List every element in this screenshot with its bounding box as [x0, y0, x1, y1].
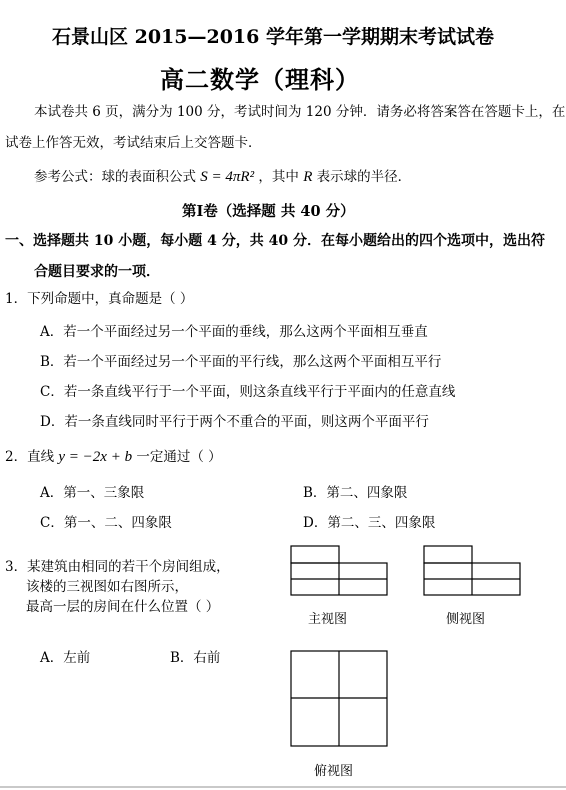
q1-option-c: C．若一条直线平行于一个平面，则这条直线平行于平面内的任意直线 — [40, 384, 456, 400]
q3-line-3: 最高一层的房间在什么位置（ ） — [26, 599, 220, 615]
formula-prefix: 参考公式：球的表面积公式 — [34, 169, 196, 185]
q1-option-a: A．若一个平面经过另一个平面的垂线，那么这两个平面相互垂直 — [40, 324, 428, 340]
q3-line-1: 3．某建筑由相同的若干个房间组成， — [5, 559, 230, 575]
q3-line-2: 该楼的三视图如右图所示， — [26, 579, 188, 595]
exam-title: 石景山区 2015—2016 学年第一学期期末考试试卷 — [52, 26, 494, 48]
q1-option-b: B．若一个平面经过另一个平面的平行线，那么这两个平面相互平行 — [40, 354, 442, 370]
part-title: 第Ⅰ卷（选择题 共 40 分） — [182, 203, 355, 220]
formula-variable: R — [303, 169, 313, 185]
sphere-area-formula: S = 4πR² — [200, 169, 255, 185]
q2-stem-suffix: 一定通过（ ） — [136, 449, 222, 465]
exam-subtitle: 高二数学（理科） — [160, 65, 360, 94]
q2-option-b: B．第二、四象限 — [303, 485, 408, 501]
q1-stem: 1．下列命题中，真命题是（ ） — [5, 291, 194, 307]
intro-line-2: 试卷上作答无效，考试结束后上交答题卡． — [5, 135, 262, 151]
formula-suffix-2: 表示球的半径． — [316, 169, 412, 185]
section-instruction-line-2: 合题目要求的一项． — [34, 264, 160, 280]
top-view-diagram — [290, 650, 390, 748]
top-view-label: 俯视图 — [314, 764, 354, 779]
q2-stem-prefix: 2．直线 — [5, 449, 55, 465]
section-instruction-line-1: 一、选择题共 10 小题，每小题 4 分，共 40 分．在每小题给出的四个选项中，选出符 — [5, 233, 545, 249]
q1-option-d: D．若一条直线同时平行于两个不重合的平面，则这两个平面平行 — [40, 414, 429, 430]
q2-option-d: D．第二、三、四象限 — [303, 515, 436, 531]
q2-equation: y = −2x + b — [58, 449, 133, 465]
q2-option-a: A．第一、三象限 — [40, 485, 145, 501]
front-view-diagram — [290, 545, 390, 597]
intro-line-1: 本试卷共 6 页，满分为 100 分，考试时间为 120 分钟．请务必将答案答在答题卡上，在 — [34, 104, 566, 120]
side-view-diagram — [423, 545, 523, 597]
q3-option-a: A．左前 — [40, 650, 91, 666]
q2-option-c: C．第一、二、四象限 — [40, 515, 172, 531]
page-bottom-border — [0, 786, 566, 788]
reference-formula — [34, 165, 411, 186]
side-view-label: 侧视图 — [446, 612, 486, 627]
formula-suffix-1: ，其中 — [258, 169, 299, 185]
front-view-label: 主视图 — [308, 612, 348, 627]
q3-option-b: B．右前 — [170, 650, 221, 666]
q2-stem — [5, 445, 222, 466]
